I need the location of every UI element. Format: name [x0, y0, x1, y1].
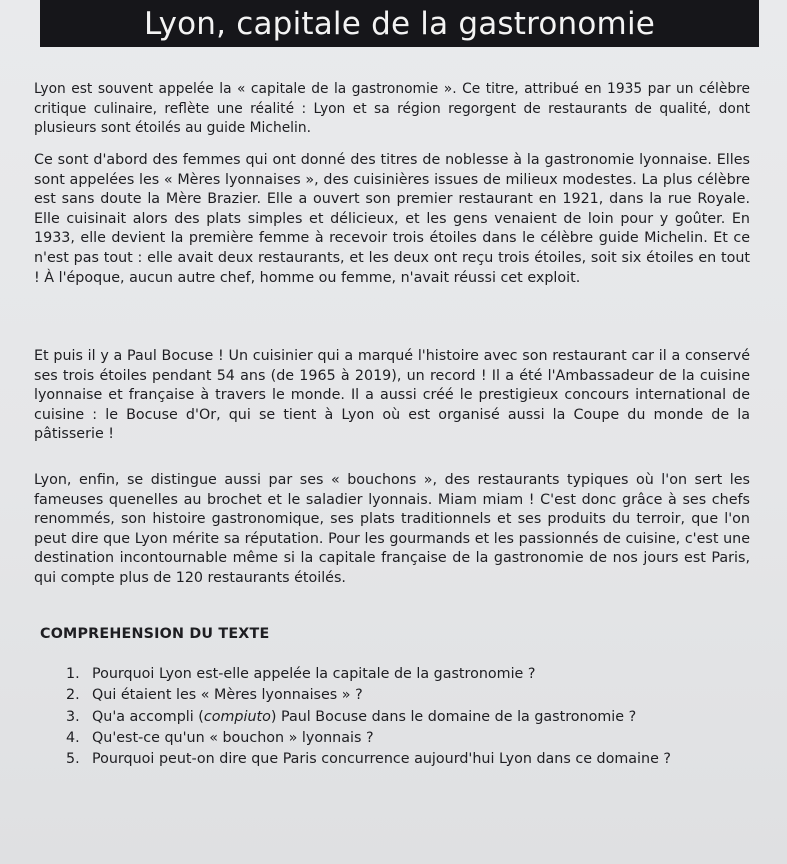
- page-title: Lyon, capitale de la gastronomie: [143, 5, 656, 42]
- paragraph-intro: Lyon est souvent appelée la « capitale de la gastronomie ». Ce titre, attribué en 1935 par un célèbre critique culinaire, reflète une réalité : Lyon et sa région regorgent de restaurants de qualité, dont plusieurs sont étoilés au guide Michelin.: [34, 81, 750, 137]
- paragraph-meres-lyonnaises: Ce sont d'abord des femmes qui ont donné des titres de noblesse à la gastronomie lyonnaise. Elles sont appelées les « Mères lyonnaises », des cuisinières issues de milieux modestes. La plus célèbre est sans doute la Mère Brazier. Elle a ouvert son premier restaurant en 1921, dans la rue Royale. Elle cuisinait alors des plats simples et délicieux, et les gens venaient de loin pour y goûter. En 1933, elle devient la première femme à recevoir trois étoiles dans le célèbre guide Michelin. Et ce n'est pas tout : elle avait deux restaurants, et les deux ont reçu trois étoiles, soit six étoiles en tout ! À l'époque, aucun autre chef, homme ou femme, n'avait réussi cet exploit.: [34, 152, 750, 286]
- question-text: [92, 707, 636, 728]
- question-list: [66, 664, 766, 770]
- italic-gloss: compiuto: [203, 708, 271, 725]
- question-number: 2.: [66, 687, 80, 704]
- question-text-part: ) Paul Bocuse dans le domaine de la gastronomie ?: [270, 708, 637, 725]
- question-text: Qu'est-ce qu'un « bouchon » lyonnais ?: [92, 729, 374, 746]
- question-item: [66, 685, 766, 706]
- comprehension-heading: COMPREHENSION DU TEXTE: [40, 626, 270, 642]
- question-text: Qui étaient les « Mères lyonnaises » ?: [92, 687, 363, 704]
- question-item: [66, 728, 766, 749]
- question-number: 1.: [66, 666, 80, 682]
- question-item: [66, 664, 766, 685]
- question-item: [66, 749, 766, 770]
- question-number: 4.: [66, 729, 80, 746]
- question-number: 3.: [66, 708, 80, 725]
- question-text-part: Qu'a accompli (: [92, 708, 204, 725]
- question-text: Pourquoi peut-on dire que Paris concurrence aujourd'hui Lyon dans ce domaine ?: [92, 751, 672, 768]
- paragraph-paul-bocuse: Et puis il y a Paul Bocuse ! Un cuisinier qui a marqué l'histoire avec son restaurant car il a conservé ses trois étoiles pendant 54 ans (de 1965 à 2019), un record ! Il a été l'Ambassadeur de la cuisine lyonnaise et française à travers le monde. Il a aussi créé le prestigieux concours international de cuisine : le Bocuse d'Or, qui se tient à Lyon où est organisé aussi la Coupe du monde de la pâtisserie !: [34, 348, 750, 443]
- question-number: 5.: [66, 751, 80, 768]
- question-item: [66, 707, 766, 728]
- title-banner: [40, 0, 759, 47]
- question-text: Pourquoi Lyon est-elle appelée la capitale de la gastronomie ?: [92, 666, 536, 682]
- paragraph-bouchons: Lyon, enfin, se distingue aussi par ses « bouchons », des restaurants typiques où l'on sert les fameuses quenelles au brochet et le saladier lyonnais. Miam miam ! C'est donc grâce à ses chefs renommés, son histoire gastronomique, ses plats traditionnels et ses produits du terroir, que l'on peut dire que Lyon mérite sa réputation. Pour les gourmands et les passionnés de cuisine, c'est une destination incontournable même si la capitale française de la gastronomie de nos jours est Paris, qui compte plus de 120 restaurants étoilés.: [34, 472, 750, 586]
